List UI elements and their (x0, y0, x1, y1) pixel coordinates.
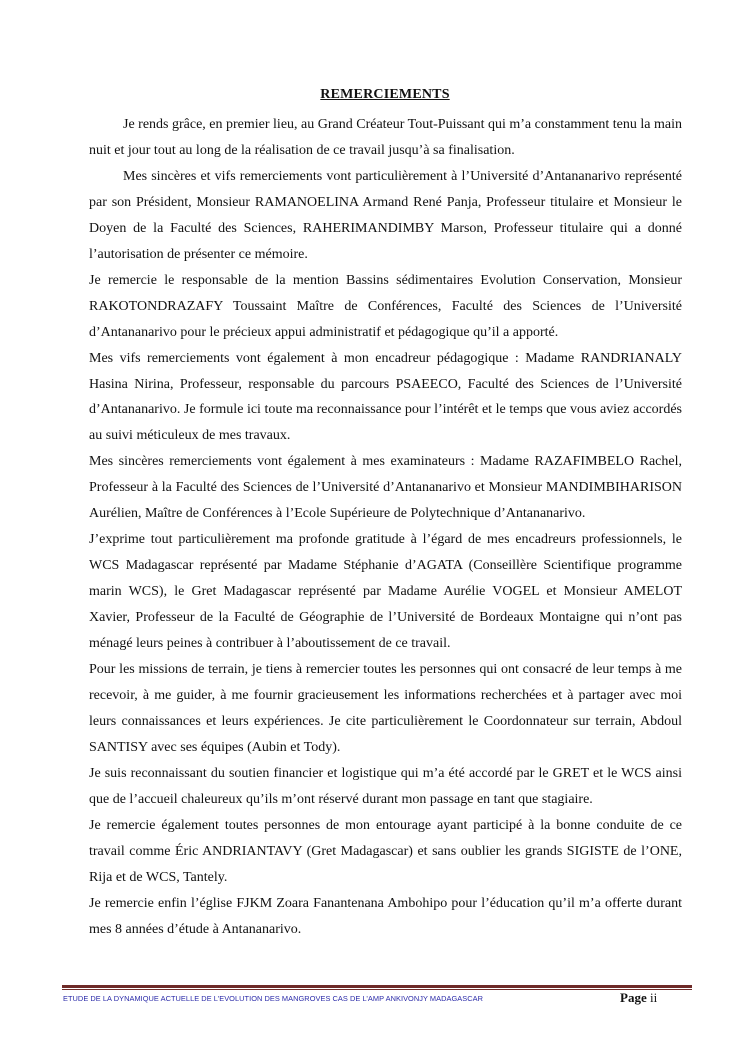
paragraph: Je rends grâce, en premier lieu, au Grand Créateur Tout-Puissant qui m’a constamment tenu la main nuit et jour tout au long de la réalisation de ce travail jusqu’à sa finalisation. (89, 117, 682, 158)
paragraph: Je remercie enfin l’église FJKM Zoara Fanantenana Ambohipo pour l’éducation qu’il m’a offerte durant mes 8 années d’étude à Antananarivo. (89, 895, 682, 937)
paragraph: Mes sincères remerciements vont également à mes examinateurs : Madame RAZAFIMBELO Rachel, Professeur à la Faculté des Sciences de l’Université d’Antananarivo et Monsieur MANDIMBIHARISON Aurélien, Maître de Conférences à l’Ecole Supérieure de Polytechnique d’Antananarivo. (89, 454, 682, 522)
page-label: Page (620, 990, 647, 1005)
page-number: ii (649, 990, 658, 1005)
paragraph: Mes vifs remerciements vont également à mon encadreur pédagogique : Madame RANDRIANALY Hasina Nirina, Professeur, responsable du parcours PSAEECO, Faculté des Sciences de l’Université d’Antananarivo. Je formule ici toute ma reconnaissance pour l’intérêt et le temps que vous aviez accordés au suivi méticuleux de mes travaux. (89, 350, 682, 444)
paragraph: Je remercie également toutes personnes de mon entourage ayant participé à la bonne conduite de ce travail comme Éric ANDRIANTAVY (Gret Madagascar) et sans oublier les grands SIGISTE de l’ONE, Rija et de WCS, Tantely. (89, 817, 682, 885)
document-body (89, 112, 682, 943)
paragraph: Mes sincères et vifs remerciements vont particulièrement à l’Université d’Antananarivo représenté par son Président, Monsieur RAMANOELINA Armand René Panja, Professeur titulaire et Monsieur le Doyen de la Faculté des Sciences, RAHERIMANDIMBY Marson, Professeur titulaire qui a donné l’autorisation de présenter ce mémoire. (89, 168, 682, 262)
footer-divider-thick (62, 985, 692, 988)
footer-page-indicator (620, 990, 692, 1006)
footer-document-title: ETUDE DE LA DYNAMIQUE ACTUELLE DE L’EVOLUTION DES MANGROVES CAS DE L’AMP ANKIVONJY MADAGASCAR (63, 994, 484, 1003)
footer-divider-thin (62, 989, 692, 990)
page-title: REMERCIEMENTS (320, 87, 450, 102)
paragraph: Je suis reconnaissant du soutien financier et logistique qui m’a été accordé par le GRET et le WCS ainsi que de l’accueil chaleureux qu’ils m’ont réservé durant mon passage en tant que stagiaire. (89, 765, 682, 807)
paragraph: J’exprime tout particulièrement ma profonde gratitude à l’égard de mes encadreurs professionnels, le WCS Madagascar représenté par Madame Stéphanie d’AGATA (Conseillère Scientifique programme marin WCS), le Gret Madagascar représenté par Madame Aurélie VOGEL et Monsieur AMELOT Xavier, Professeur de la Faculté de Géographie de l’Université de Bordeaux Montaigne qui n’ont pas ménagé leurs peines à contribuer à l’aboutissement de ce travail. (89, 532, 682, 652)
paragraph: Pour les missions de terrain, je tiens à remercier toutes les personnes qui ont consacré de leur temps à me recevoir, à me guider, à me fournir gracieusement les informations recherchées et à partager avec moi leurs connaissances et leurs expériences. Je cite particulièrement le Coordonnateur sur terrain, Abdoul SANTISY avec ses équipes (Aubin et Tody). (89, 662, 682, 755)
paragraph: Je remercie le responsable de la mention Bassins sédimentaires Evolution Conservation, Monsieur RAKOTONDRAZAFY Toussaint Maître de Conférences, Faculté des Sciences de l’Université d’Antananarivo pour le précieux appui administratif et pédagogique qu’il a apporté. (89, 272, 682, 340)
